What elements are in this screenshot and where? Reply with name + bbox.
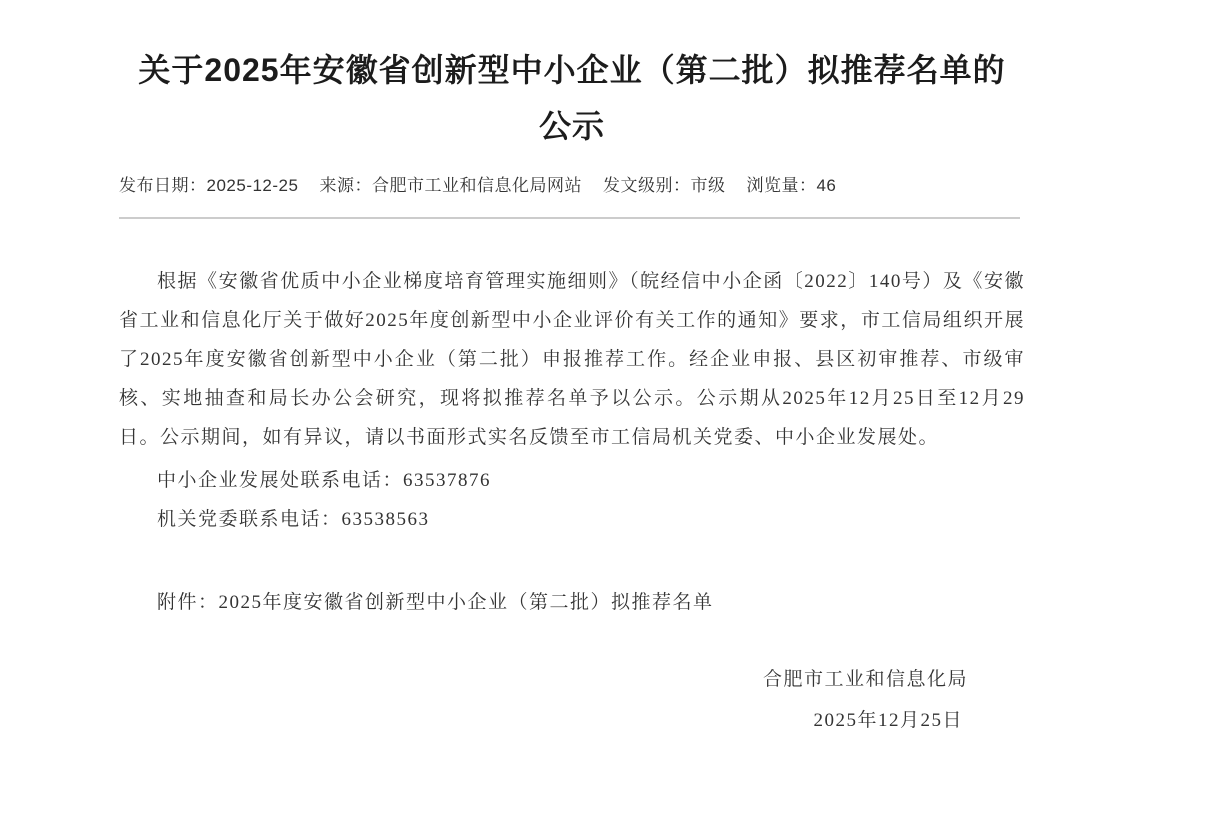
meta-source-value: 合肥市工业和信息化局网站 [371,176,582,195]
announcement-page [119,42,1025,740]
meta-view-count-value: 46 [816,176,837,195]
article-body [119,262,1025,740]
meta-document-level [603,174,726,198]
page-title [119,42,1025,154]
meta-source-label: 来源： [319,176,372,195]
body-paragraph: 根据《安徽省优质中小企业梯度培育管理实施细则》（皖经信中小企函〔2022〕140号）及《安徽省工业和信息化厅关于做好2025年度创新型中小企业评价有关工作的通知》要求，市工信局组织开展了2025年度安徽省创新型中小企业（第二批）申报推荐工作。经企业申报、县区初审推荐、市级审核、实地抽查和局长办公会研究，现将拟推荐名单予以公示。公示期从2025年12月25日至12月29日。公示期间，如有异议，请以书面形式实名反馈至市工信局机关党委、中小企业发展处。 [119,271,1025,448]
meta-divider [119,217,1020,219]
article-meta-bar [119,174,1025,198]
contact-sme-division-phone: 中小企业发展处联系电话：63537876 [157,470,492,491]
meta-publish-date [119,174,298,198]
meta-document-level-value: 市级 [690,176,726,195]
meta-view-count-label: 浏览量： [746,176,817,195]
meta-publish-date-value: 2025-12-25 [206,176,299,195]
meta-source [319,174,582,198]
contact-party-committee-phone: 机关党委联系电话：63538563 [157,509,430,530]
page-title-line-2: 公示 [538,108,605,144]
signature-organization: 合肥市工业和信息化局 [762,669,968,690]
meta-document-level-label: 发文级别： [602,176,691,195]
meta-view-count [746,174,836,198]
page-title-line-1: 关于2025年安徽省创新型中小企业（第二批）拟推荐名单的 [138,52,1006,88]
meta-publish-date-label: 发布日期： [119,176,207,195]
signature-date: 2025年12月25日 [813,710,963,731]
attachment-link[interactable]: 附件：2025年度安徽省创新型中小企业（第二批）拟推荐名单 [157,592,714,613]
